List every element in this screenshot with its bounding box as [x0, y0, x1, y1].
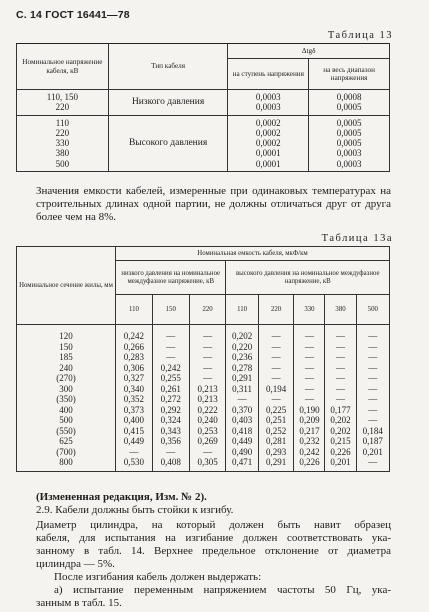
table-13a-value-cell: — — [325, 325, 356, 342]
table-13a-section-cell: (550) — [17, 426, 116, 437]
table-13a-value-cell: 0,225 — [258, 405, 294, 416]
col-capacity: Номинальная емкость кабеля, мкФ/км — [116, 247, 390, 261]
table-13a — [16, 246, 390, 472]
table-13a-value-cell: 0,222 — [189, 405, 226, 416]
table-13a-value-cell: 0,213 — [189, 384, 226, 395]
table-13a-value-cell: 0,209 — [294, 415, 325, 426]
table-13a-row — [17, 447, 390, 458]
table-13a-value-cell: 0,177 — [325, 405, 356, 416]
table-13a-value-cell: 0,449 — [116, 436, 153, 447]
table-13a-value-cell: 0,226 — [294, 457, 325, 471]
table-13a-section-cell: 400 — [17, 405, 116, 416]
table-13a-value-cell: 0,242 — [152, 363, 189, 374]
table-13a-value-cell: — — [189, 342, 226, 353]
table-13a-value-cell: — — [189, 325, 226, 342]
table-13a-value-cell: 0,187 — [356, 436, 389, 447]
test-a-line-2: занным в табл. 15. — [36, 597, 122, 609]
table-13-cell-kind: Высокого давления — [108, 115, 228, 171]
table-13a-section-cell: (350) — [17, 394, 116, 405]
table-13a-value-cell: — — [294, 384, 325, 395]
table-13a-value-cell: — — [152, 325, 189, 342]
table-13a-row — [17, 457, 390, 471]
table-13a-value-cell: 0,418 — [226, 426, 258, 437]
table-13a-value-cell: 0,292 — [152, 405, 189, 416]
table-13a-value-cell: — — [325, 352, 356, 363]
col-section: Номинальное сечение жилы, мм — [17, 247, 116, 325]
table-13a-section-cell: 300 — [17, 384, 116, 395]
table-13a-value-cell: — — [325, 394, 356, 405]
table-13a-row — [17, 426, 390, 437]
table-13a-value-cell: 0,281 — [258, 436, 294, 447]
table-13a-value-cell: 0,356 — [152, 436, 189, 447]
test-a-line-1: а) испытание переменным напряжением частоты 50 Гц, ука- — [54, 584, 391, 596]
table-13a-value-cell: — — [189, 447, 226, 458]
table-13a-value-cell: — — [294, 325, 325, 342]
table-13a-value-cell: 0,240 — [189, 415, 226, 426]
table-13a-value-cell: — — [294, 352, 325, 363]
table-13a-value-cell: — — [356, 363, 389, 374]
table-13a-voltage-header: 380 — [325, 295, 356, 325]
table-13a-voltage-header: 330 — [294, 295, 325, 325]
table-13a-value-cell: — — [325, 363, 356, 374]
table-13a-value-cell: 0,471 — [226, 457, 258, 471]
table-13a-value-cell: 0,283 — [116, 352, 153, 363]
table-13a-value-cell: 0,255 — [152, 373, 189, 384]
table-13a-value-cell: — — [258, 352, 294, 363]
table-13a-row — [17, 342, 390, 353]
table-13a-row — [17, 363, 390, 374]
table-13-group — [17, 115, 390, 171]
table-13a-row — [17, 415, 390, 426]
table-13a-section-cell: 185 — [17, 352, 116, 363]
table-13a-value-cell: 0,343 — [152, 426, 189, 437]
col-high-pressure: высокого давления на номинальное междуфазное напряжение, кВ — [226, 261, 390, 295]
table-13a-value-cell: 0,305 — [189, 457, 226, 471]
table-13a-value-cell: 0,269 — [189, 436, 226, 447]
table-13a-value-cell: — — [356, 394, 389, 405]
table-13a-voltage-header: 110 — [226, 295, 258, 325]
table-13a-caption: Таблица 13а — [321, 233, 393, 244]
table-13a-value-cell: 0,251 — [258, 415, 294, 426]
paragraph-2-9: 2.9. Кабели должны быть стойки к изгибу. — [36, 504, 234, 516]
table-13-cell-range: 0,0005 0,0005 0,0005 0,0003 0,0003 — [309, 115, 390, 171]
table-13a-value-cell: 0,253 — [189, 426, 226, 437]
table-13a-value-cell: 0,217 — [294, 426, 325, 437]
table-13a-section-cell: 800 — [17, 457, 116, 471]
table-13a-row — [17, 436, 390, 447]
table-13a-voltage-header: 150 — [152, 295, 189, 325]
table-13a-value-cell: — — [189, 363, 226, 374]
table-13a-value-cell: 0,403 — [226, 415, 258, 426]
table-13a-value-cell: — — [356, 352, 389, 363]
table-13a-value-cell: — — [258, 325, 294, 342]
table-13a-section-cell: 500 — [17, 415, 116, 426]
table-13a-value-cell: — — [356, 325, 389, 342]
table-13a-value-cell: — — [152, 342, 189, 353]
cylinder-line-1: Диаметр цилиндра, на который должен быть навит образец — [36, 519, 391, 531]
table-13a-value-cell: 0,190 — [294, 405, 325, 416]
table-13a-value-cell: — — [356, 415, 389, 426]
table-13a-value-cell: — — [356, 342, 389, 353]
col-delta-tg: Δtgδ — [228, 44, 390, 59]
cylinder-line-4: цилиндра — 5%. — [36, 558, 115, 570]
after-bending: После изгибания кабель должен выдержать: — [54, 571, 262, 583]
table-13a-row — [17, 373, 390, 384]
table-13a-value-cell: — — [258, 373, 294, 384]
table-13a-value-cell: — — [294, 342, 325, 353]
table-13a-section-cell: 150 — [17, 342, 116, 353]
table-13a-value-cell: — — [226, 394, 258, 405]
table-13a-value-cell: 0,220 — [226, 342, 258, 353]
table-13a-value-cell: 0,373 — [116, 405, 153, 416]
table-13-group — [17, 90, 390, 116]
table-13a-value-cell: — — [258, 342, 294, 353]
table-13-cell-voltages: 110, 150 220 — [17, 90, 109, 116]
table-13a-value-cell: 0,530 — [116, 457, 153, 471]
table-13a-value-cell: — — [116, 447, 153, 458]
table-13a-section-cell: 625 — [17, 436, 116, 447]
table-13a-value-cell: 0,400 — [116, 415, 153, 426]
table-13a-value-cell: 0,202 — [325, 426, 356, 437]
page-header: С. 14 ГОСТ 16441—78 — [16, 9, 130, 21]
table-13a-value-cell: — — [258, 394, 294, 405]
table-13a-value-cell: 0,201 — [325, 457, 356, 471]
table-13a-value-cell: 0,490 — [226, 447, 258, 458]
table-13a-value-cell: 0,236 — [226, 352, 258, 363]
table-13a-value-cell: 0,306 — [116, 363, 153, 374]
table-13a-value-cell: 0,340 — [116, 384, 153, 395]
table-13a-value-cell: — — [356, 384, 389, 395]
table-13a-row — [17, 394, 390, 405]
table-13a-row — [17, 352, 390, 363]
table-13a-value-cell: — — [356, 457, 389, 471]
table-13a-value-cell: — — [325, 373, 356, 384]
table-13a-value-cell: 0,352 — [116, 394, 153, 405]
table-13a-voltage-header: 500 — [356, 295, 389, 325]
table-13-cell-range: 0,0008 0,0005 — [309, 90, 390, 116]
cylinder-line-3: занному в табл. 14. Верхнее предельное отклонение от диаметра — [36, 545, 391, 557]
table-13a-value-cell: 0,278 — [226, 363, 258, 374]
table-13a-row — [17, 405, 390, 416]
edit-note: (Измененная редакция, Изм. № 2). — [36, 491, 207, 503]
table-13a-section-cell: (270) — [17, 373, 116, 384]
table-13a-value-cell: 0,293 — [258, 447, 294, 458]
table-13-cell-kind: Низкого давления — [108, 90, 228, 116]
table-13a-voltage-header: 110 — [116, 295, 153, 325]
table-13a-value-cell: — — [152, 447, 189, 458]
table-13a-value-cell: 0,291 — [258, 457, 294, 471]
table-13a-value-cell: — — [294, 373, 325, 384]
table-13a-value-cell: — — [294, 394, 325, 405]
paragraph-capacity: Значения емкости кабелей, измеренные при одинаковых температурах на строительных длинах одной партии, не должны отличаться друг от друга более чем на 8%. — [36, 185, 391, 223]
table-13a-value-cell: 0,242 — [116, 325, 153, 342]
table-13a-value-cell: 0,226 — [325, 447, 356, 458]
table-13-cell-voltages: 110 220 330 380 500 — [17, 115, 109, 171]
table-13a-value-cell: 0,449 — [226, 436, 258, 447]
table-13-caption: Таблица 13 — [327, 30, 393, 41]
table-13a-value-cell: — — [325, 384, 356, 395]
cylinder-line-2: кабеля, для испытания на изгибание должен соответствовать ука- — [36, 532, 391, 544]
table-13-cell-step: 0,0002 0,0002 0,0002 0,0001 0,0001 — [228, 115, 309, 171]
table-13-cell-step: 0,0003 0,0003 — [228, 90, 309, 116]
table-13a-value-cell: 0,415 — [116, 426, 153, 437]
table-13a-section-cell: (700) — [17, 447, 116, 458]
table-13a-section-cell: 240 — [17, 363, 116, 374]
table-13a-value-cell: — — [325, 342, 356, 353]
table-13a-value-cell: — — [189, 373, 226, 384]
table-13a-value-cell: 0,261 — [152, 384, 189, 395]
table-13a-value-cell: 0,215 — [325, 436, 356, 447]
table-13a-value-cell: 0,272 — [152, 394, 189, 405]
table-13a-value-cell: — — [152, 352, 189, 363]
table-13a-voltage-header: 220 — [258, 295, 294, 325]
table-13a-value-cell: 0,370 — [226, 405, 258, 416]
table-13a-value-cell: 0,201 — [356, 447, 389, 458]
table-13a-value-cell: 0,213 — [189, 394, 226, 405]
table-13a-value-cell: 0,311 — [226, 384, 258, 395]
table-13 — [16, 43, 390, 172]
table-13a-value-cell: 0,266 — [116, 342, 153, 353]
table-13a-row — [17, 384, 390, 395]
table-13a-value-cell: 0,324 — [152, 415, 189, 426]
table-13a-value-cell: 0,194 — [258, 384, 294, 395]
table-13a-value-cell: — — [258, 363, 294, 374]
table-13a-value-cell: — — [356, 405, 389, 416]
table-13a-value-cell: 0,202 — [325, 415, 356, 426]
table-13a-value-cell: — — [294, 363, 325, 374]
table-13a-row — [17, 325, 390, 342]
table-13a-value-cell: 0,408 — [152, 457, 189, 471]
table-13a-value-cell: — — [356, 373, 389, 384]
col-per-step: на ступень напряжения — [228, 59, 309, 90]
table-13a-value-cell: 0,242 — [294, 447, 325, 458]
table-13a-value-cell: 0,327 — [116, 373, 153, 384]
col-cable-type: Тип кабеля — [108, 44, 228, 90]
col-low-pressure: низкого давления на номинальное междуфазное напряжение, кВ — [116, 261, 226, 295]
table-13a-voltage-header: 220 — [189, 295, 226, 325]
table-13a-value-cell: 0,232 — [294, 436, 325, 447]
table-13a-value-cell: 0,291 — [226, 373, 258, 384]
table-13a-value-cell: 0,184 — [356, 426, 389, 437]
table-13a-value-cell: 0,202 — [226, 325, 258, 342]
table-13a-value-cell: 0,252 — [258, 426, 294, 437]
col-full-range: на весь диапазон напряжения — [309, 59, 390, 90]
table-13a-section-cell: 120 — [17, 325, 116, 342]
table-13a-value-cell: — — [189, 352, 226, 363]
col-nominal-voltage: Номинальное напряжение кабеля, кВ — [17, 44, 109, 90]
